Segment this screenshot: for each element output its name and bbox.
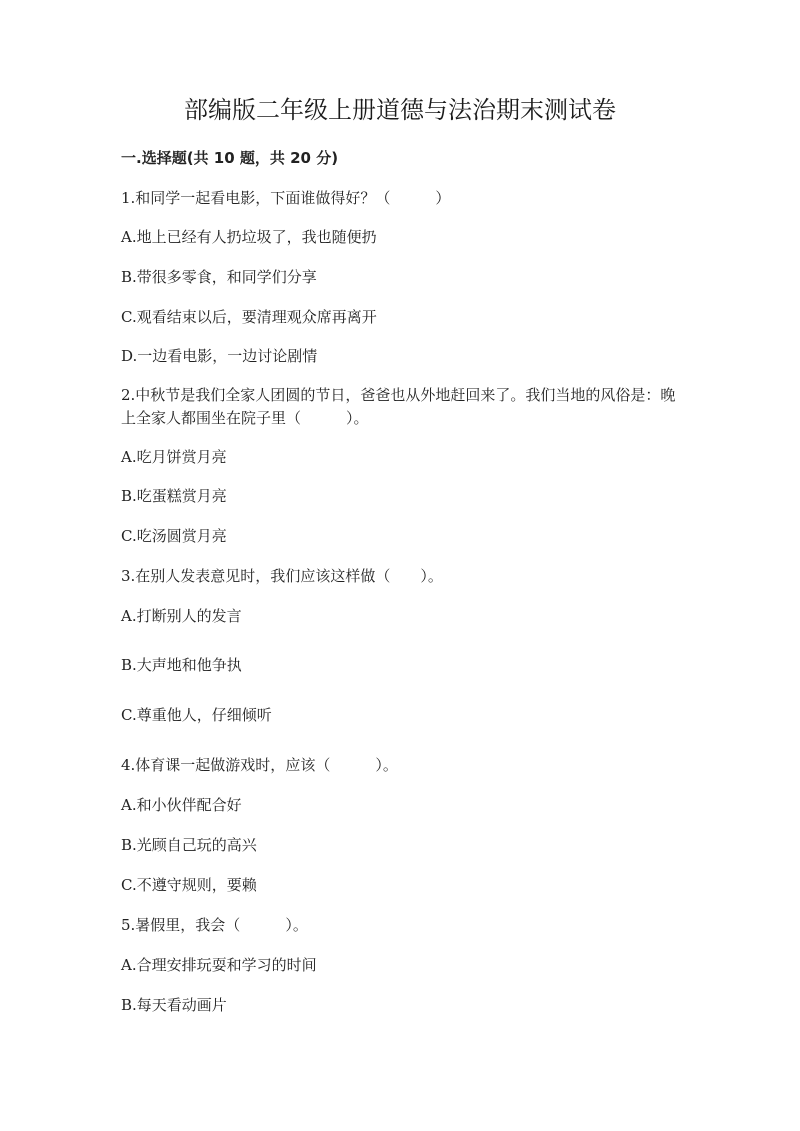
question-5-stem: 5.暑假里，我会（ ）。 — [121, 916, 308, 934]
section-heading: 一.选择题(共 10 题，共 20 分) — [121, 149, 339, 167]
question-3-option-c: C.尊重他人，仔细倾听 — [121, 706, 272, 724]
question-1-option-a: A.地上已经有人扔垃圾了，我也随便扔 — [121, 228, 377, 246]
question-4-option-c: C.不遵守规则，要赖 — [121, 876, 257, 894]
question-2-option-a: A.吃月饼赏月亮 — [121, 448, 227, 466]
question-3-option-a: A.打断别人的发言 — [121, 607, 242, 625]
question-2-stem: 2.中秋节是我们全家人团圆的节日，爸爸也从外地赶回来了。我们当地的风俗是：晚上全家人都围坐在院子里（ ）。 — [121, 386, 676, 427]
question-4-stem: 4.体育课一起做游戏时，应该（ ）。 — [121, 756, 398, 774]
question-1-option-d: D.一边看电影，一边讨论剧情 — [121, 347, 318, 365]
question-3-option-b: B.大声地和他争执 — [121, 656, 242, 674]
question-3-stem: 3.在别人发表意见时，我们应该这样做（ ）。 — [121, 567, 443, 585]
question-4-option-b: B.光顾自己玩的高兴 — [121, 836, 257, 854]
question-5-option-a: A.合理安排玩耍和学习的时间 — [121, 956, 317, 974]
question-1-stem: 1.和同学一起看电影，下面谁做得好？（ ） — [121, 189, 451, 207]
question-1-option-b: B.带很多零食，和同学们分享 — [121, 268, 317, 286]
page-title: 部编版二年级上册道德与法治期末测试卷 — [184, 96, 616, 124]
question-5-option-b: B.每天看动画片 — [121, 996, 227, 1014]
question-1-option-c: C.观看结束以后，要清理观众席再离开 — [121, 308, 377, 326]
question-2-option-c: C.吃汤圆赏月亮 — [121, 527, 227, 545]
question-4-option-a: A.和小伙伴配合好 — [121, 796, 242, 814]
question-2-option-b: B.吃蛋糕赏月亮 — [121, 487, 227, 505]
